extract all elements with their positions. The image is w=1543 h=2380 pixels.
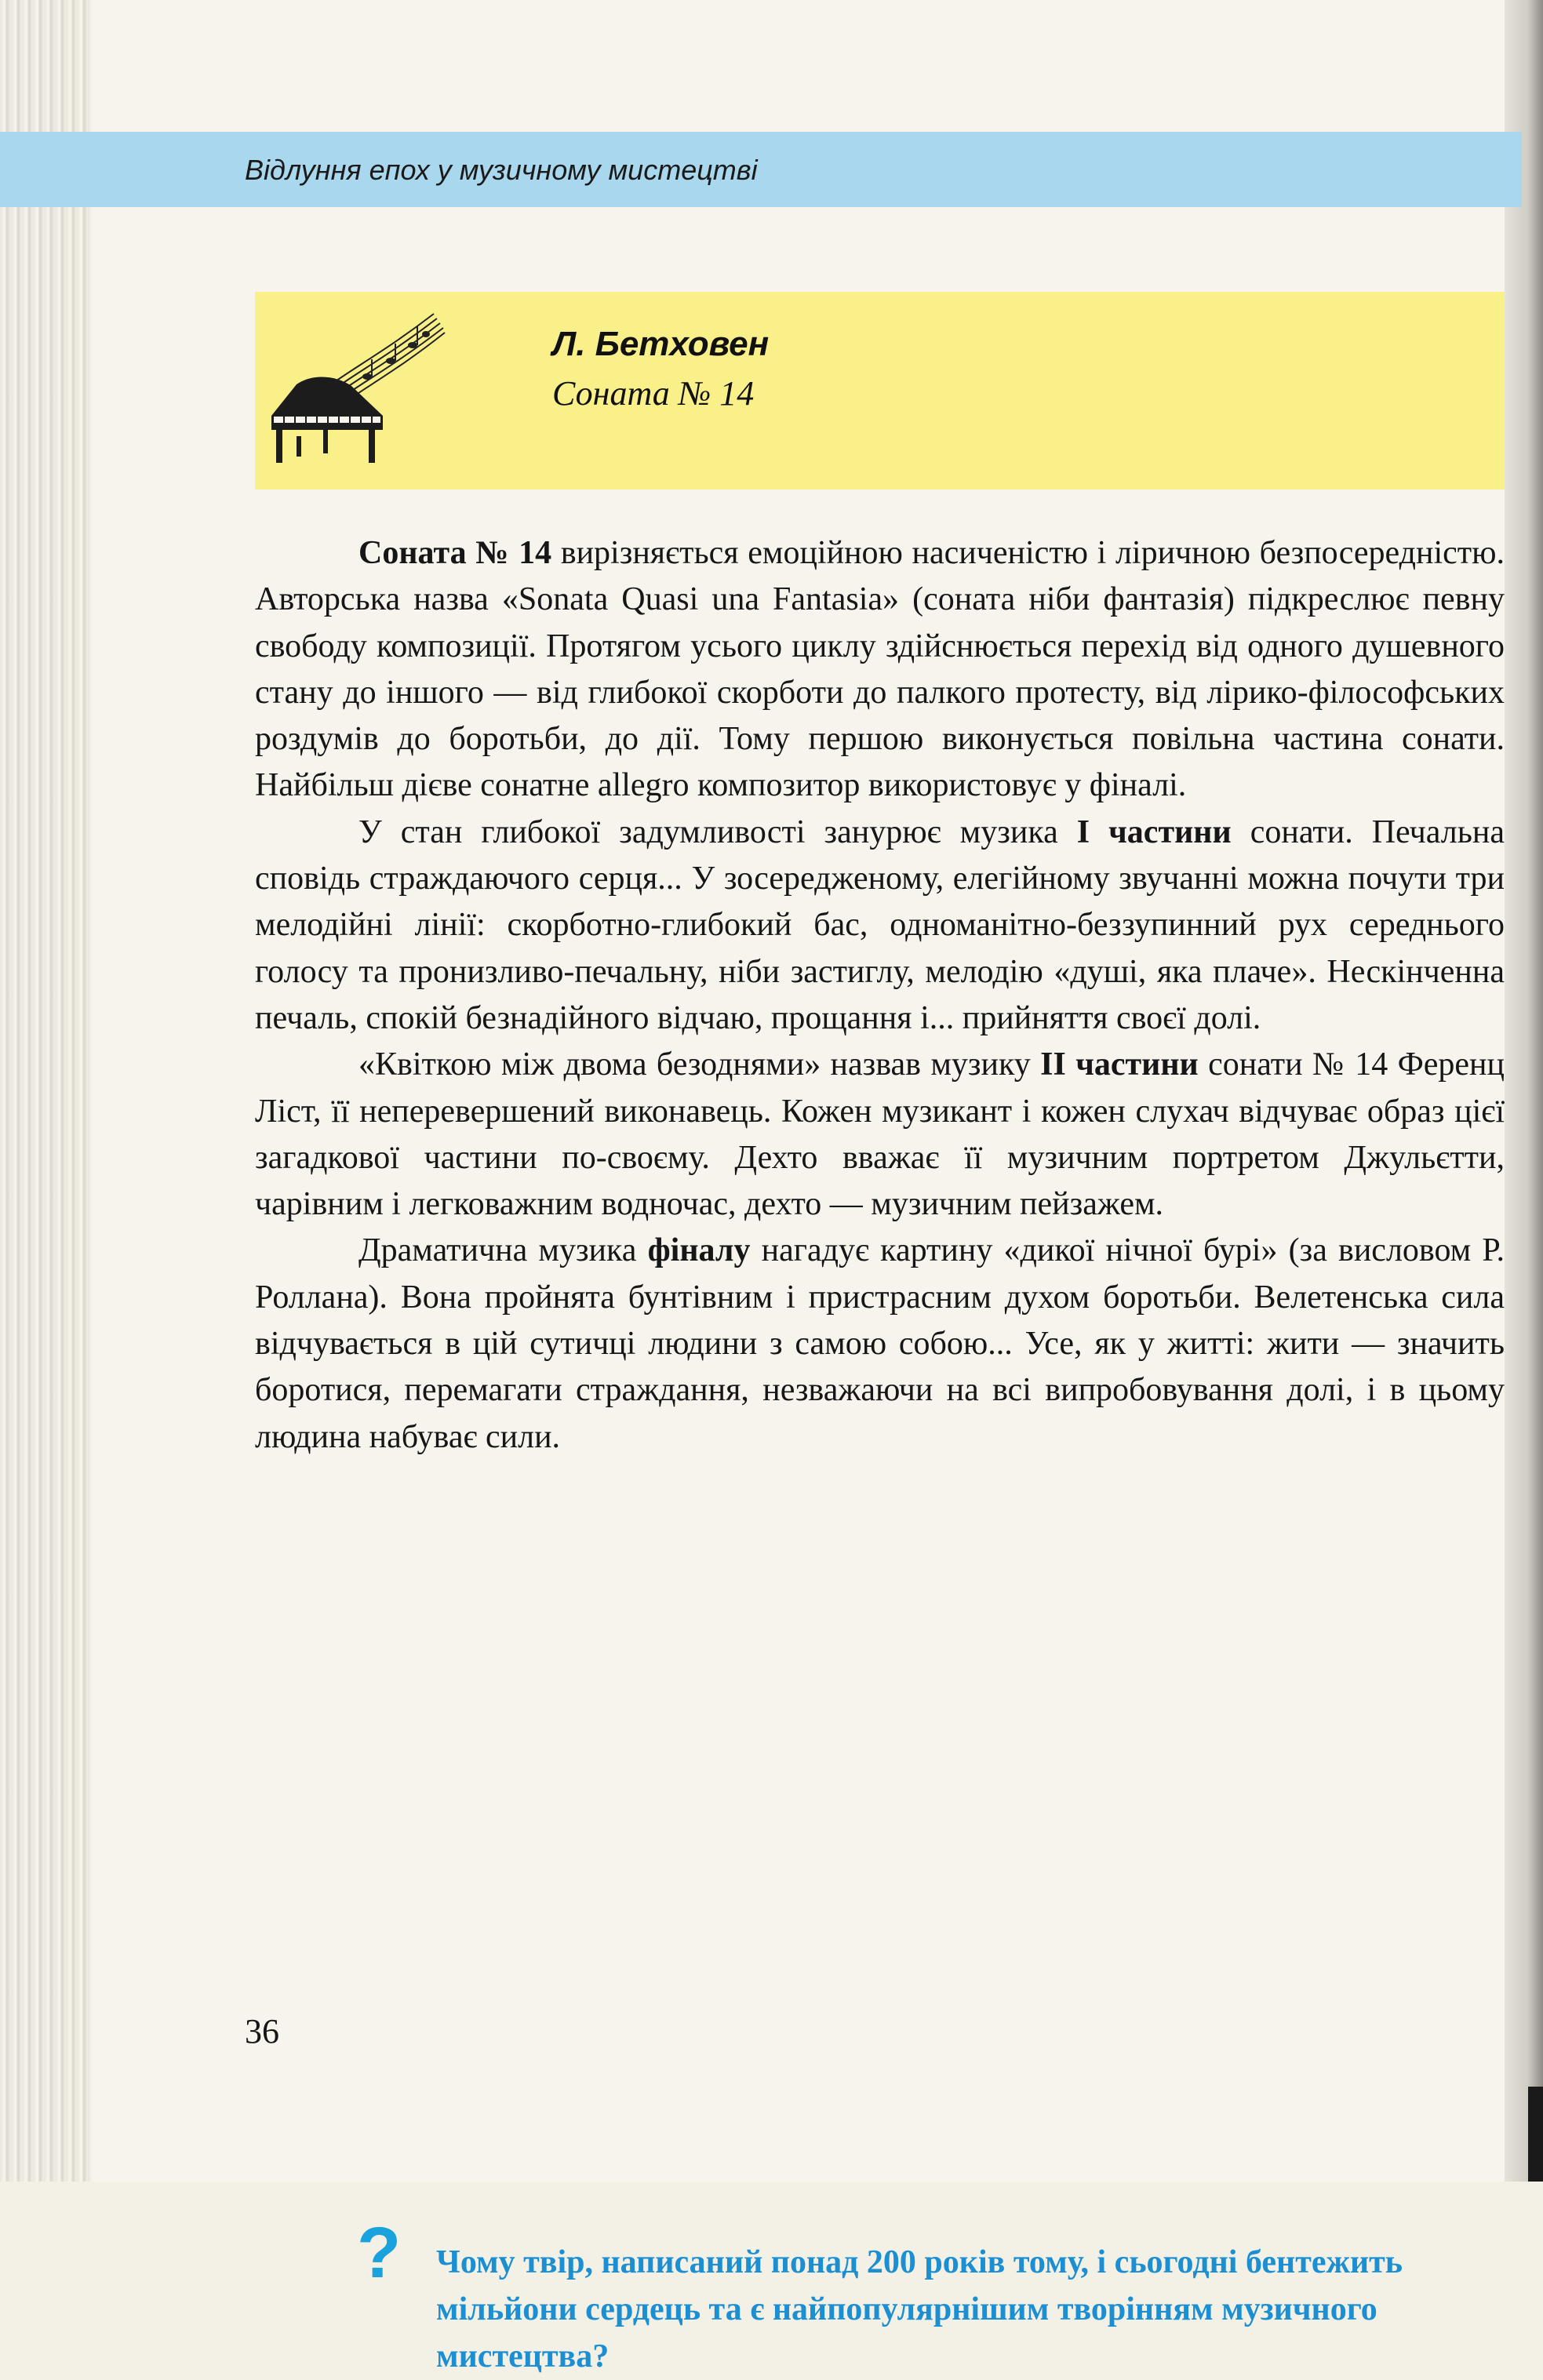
paragraph [255, 1228, 1505, 1460]
piano-with-notes-icon [265, 298, 446, 471]
text-run: сонати. Печальна сповідь страждаючого серця... У зосередженому, елегійному звучанні можна почути три мелодійні лінії: скорботно-глибокий бас, одноманітно-беззупинний рух середнього голосу та пронизливо-печальну, ніби застиглу, мелодію «душі, яка плаче». Нескінченна печаль, спокій безнадійного відчаю, прощання і... прийняття своєї долі. [255, 813, 1505, 1036]
page-number: 36 [245, 2012, 279, 2051]
emphasized-term: фіналу [647, 1232, 751, 1269]
text-run: сонати № 14 Ференц Ліст, її неперевершений виконавець. Кожен музикант і кожен слухач відчуває образ цієї загадкової частини по-своєму. Дехто вважає її музичним портретом Джульєтти, чарівним і легковажним водночас, дехто — музичним пейзажем. [255, 1046, 1505, 1223]
text-run: нагадує картину «дикої нічної бурі» (за висловом Р. Роллана). Вона пройнята бунтівним і пристрасним духом боротьби. Велетенська сила відчувається в цій сутичці людини з самою собою... Усе, як у житті: жити — значить боротися, перемагати страждання, незважаючи на всі випробовування долі, і в цьому людина набуває сили. [255, 1232, 1505, 1455]
composer-name: Л. Бетховен [552, 325, 770, 363]
text-run: У стан глибокої задумливості занурює музика [358, 813, 1077, 850]
text-run: «Квіткою між двома безоднями» назвав музику [358, 1046, 1041, 1083]
paragraph [255, 1042, 1505, 1228]
running-header-band [0, 132, 1522, 207]
emphasized-term: I частини [1076, 813, 1232, 850]
article-body [255, 530, 1505, 1461]
paragraph [255, 530, 1505, 810]
text-run: вирізняється емоційною насиченістю і ліричною безпосередністю. Авторська назва «Sonata Quasi una Fantasia» (соната ніби фантазія) підкреслює певну свободу композиції. Протягом усього циклу здійснюється перехід від одного душевного стану до іншого — від глибокої скорботи до палкого протесту, від лірико-філософських роздумів до боротьби, до дії. Тому першою виконується повільна частина сонати. Найбільш дієве сонатне allegro композитор використовує у фіналі. [255, 535, 1505, 804]
emphasized-term: Соната № 14 [358, 535, 552, 571]
scan-corner-mark [1528, 2087, 1543, 2182]
running-header-title: Відлуння епох у музичному мистецтві [245, 154, 758, 186]
page-gutter-edge [1505, 0, 1543, 2182]
paragraph [255, 810, 1505, 1042]
emphasized-term: II частини [1040, 1046, 1199, 1083]
question-text: Чому твір, написаний понад 200 років тому, і сьогодні бентежить мільйони сердець та є найпопулярнішим творінням музичного мистецтва? [436, 2244, 1403, 2375]
question-mark-icon: ? [357, 2213, 402, 2293]
page-stack-edges [0, 0, 106, 2182]
work-title: Соната № 14 [552, 374, 755, 413]
text-run: Драматична музика [358, 1232, 648, 1269]
